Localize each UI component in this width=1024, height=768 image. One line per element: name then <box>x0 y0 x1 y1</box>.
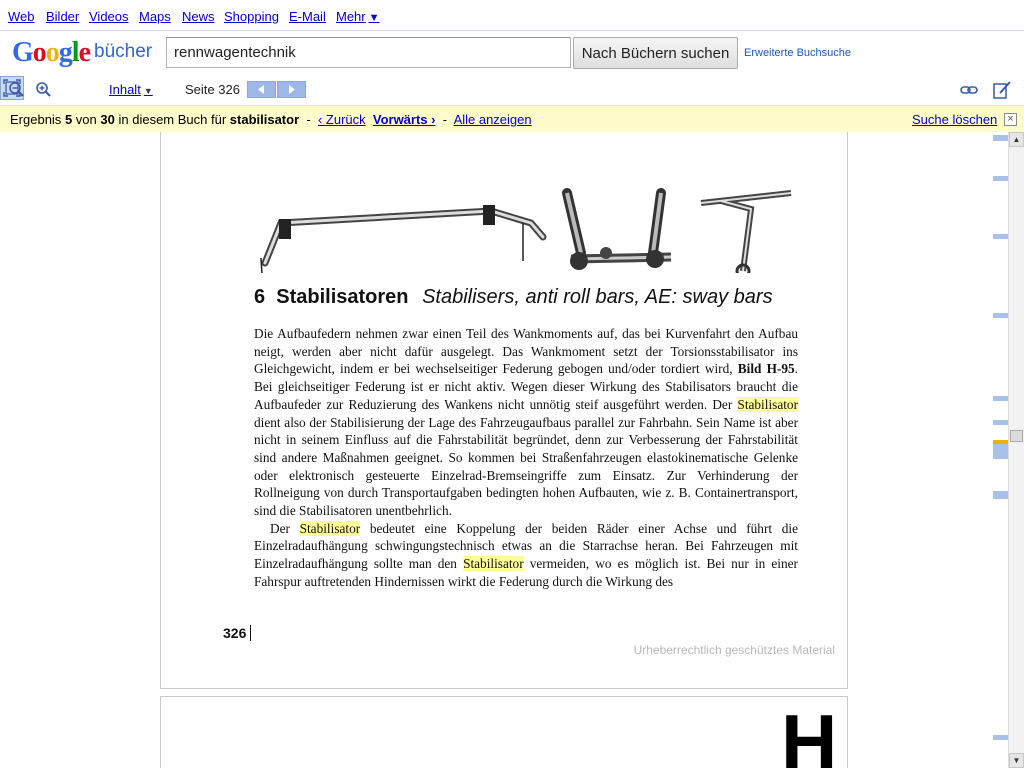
clear-search-link[interactable]: Suche löschen <box>912 112 998 127</box>
nav-link-news[interactable]: News <box>182 9 215 24</box>
zoom-out-icon[interactable] <box>7 80 27 100</box>
next-result-link[interactable]: Vorwärts › <box>372 112 436 127</box>
contents-label: Inhalt <box>109 82 141 97</box>
chapter-heading <box>254 286 773 309</box>
text-run: Die Aufbaufedern nehmen zwar einen Teil des Wankmoments auf, das bei Kurvenfahrt den Aufbau neigt, werden aber nicht dafür ausgelegt. Das Wankmoment setzt der Torsionsstabilisator ins Gleichgewicht, indem er bei wechselseitiger Federung gebogen und/oder tordiert wird, <box>254 326 798 377</box>
logo-letter: e <box>78 37 90 68</box>
page-indicator: Seite 326 <box>185 82 240 97</box>
result-prefix: Ergebnis <box>10 112 62 127</box>
section-letter: H <box>781 698 838 768</box>
result-total: 30 <box>100 112 115 127</box>
result-in-book: in diesem Buch für <box>118 112 227 127</box>
nav-link-more[interactable] <box>336 9 380 24</box>
text-run: . Bei gleichseitiger Federung ist er nicht aktiv. Wegen dieser Wirkung des Stabilisators braucht die Aufbaufeder zur Reduzierung des Wankens nicht unnötig steif ausgeführt werden. Der <box>254 361 798 412</box>
vertical-scrollbar[interactable] <box>1008 132 1024 768</box>
result-current: 5 <box>64 112 73 127</box>
chapter-number: 6 <box>254 286 266 308</box>
google-books-logo[interactable] <box>12 37 157 71</box>
arrow-right-icon <box>278 82 305 97</box>
result-marker[interactable] <box>993 135 1008 141</box>
link-icon[interactable] <box>959 80 979 100</box>
paragraph <box>254 520 798 591</box>
scroll-thumb[interactable] <box>1010 430 1023 442</box>
logo-letter: l <box>71 37 79 68</box>
top-nav <box>0 0 1024 31</box>
copyright-notice: Urheberrechtlich geschütztes Material <box>633 643 835 657</box>
contents-dropdown[interactable] <box>109 82 153 97</box>
logo-letter: G <box>12 37 33 68</box>
write-review-icon[interactable] <box>992 80 1012 100</box>
search-books-button[interactable]: Nach Büchern suchen <box>573 37 738 69</box>
nav-link-email[interactable]: E-Mail <box>289 9 326 24</box>
paragraph <box>254 325 798 520</box>
book-viewer[interactable] <box>0 132 1008 768</box>
figure-reference: Bild H-95 <box>737 361 795 377</box>
result-of: von <box>75 112 97 127</box>
previous-page-button[interactable] <box>247 81 276 98</box>
chapter-title-english: Stabilisers, anti roll bars, AE: sway bars <box>422 286 773 308</box>
zoom-in-icon[interactable] <box>34 80 54 100</box>
nav-link-videos[interactable]: Videos <box>89 9 129 24</box>
result-marker[interactable] <box>993 313 1008 318</box>
viewer-toolbar <box>0 76 1024 104</box>
text-run: vermeiden, wo es möglich ist. Bei nur in einer Fahrspur auftretenden Hindernissen wirkt die Federung durch die Wirkung des <box>254 556 798 589</box>
nav-link-web[interactable]: Web <box>8 9 35 24</box>
result-query: stabilisator <box>229 112 300 127</box>
text-run: bedeutet eine Koppelung der beiden Räder einer Achse und führt die Einzelradaufhängung schwingungstechnisch etwas an die Starrachse heran. Bei Fahrzeugen mit Einzelradaufhängung sollte man den <box>254 520 798 572</box>
logo-letter: o <box>32 37 46 68</box>
result-marker[interactable] <box>993 735 1008 740</box>
scroll-up-icon[interactable]: ▲ <box>1009 132 1024 147</box>
logo-books-text: bücher <box>94 41 153 62</box>
text-run: Der <box>270 520 300 536</box>
previous-result-link[interactable]: ‹ Zurück <box>317 112 366 127</box>
book-page <box>160 132 848 689</box>
next-page-button[interactable] <box>277 81 306 98</box>
result-marker[interactable] <box>993 420 1008 425</box>
show-all-results-link[interactable]: Alle anzeigen <box>453 112 532 127</box>
logo-letter: g <box>58 37 72 68</box>
arrow-left-icon <box>248 82 275 97</box>
nav-more-label: Mehr <box>336 9 366 24</box>
search-input[interactable]: rennwagentechnik <box>166 37 571 68</box>
nav-link-shopping[interactable]: Shopping <box>224 9 279 24</box>
search-result-bar <box>0 105 1024 133</box>
result-marker[interactable] <box>993 176 1008 181</box>
chapter-title-german: Stabilisatoren <box>276 286 409 308</box>
advanced-search-link[interactable]: Erweiterte Buchsuche <box>744 47 851 59</box>
search-highlight: Stabilisator <box>737 396 798 412</box>
next-book-page <box>160 696 848 768</box>
page-body-text <box>254 325 798 591</box>
result-marker[interactable] <box>993 234 1008 239</box>
result-marker[interactable] <box>993 396 1008 401</box>
close-icon[interactable]: × <box>1004 113 1017 126</box>
search-highlight: Stabilisator <box>463 556 524 572</box>
separator: - <box>306 112 311 127</box>
separator: - <box>442 112 448 127</box>
logo-letter: o <box>45 37 59 68</box>
chevron-down-icon: ▼ <box>143 86 153 96</box>
result-marker[interactable] <box>993 491 1008 499</box>
logo-google <box>12 37 90 68</box>
nav-link-maps[interactable]: Maps <box>139 9 171 24</box>
scroll-down-icon[interactable]: ▼ <box>1009 753 1024 768</box>
result-summary <box>10 112 532 127</box>
nav-link-images[interactable]: Bilder <box>46 9 80 24</box>
stabilizer-illustration <box>251 163 811 273</box>
chevron-down-icon: ▼ <box>368 12 380 24</box>
page-number: 326 <box>223 625 251 641</box>
text-run: dient also der Stabilisierung der Lage des Fahrzeugaufbaus parallel zur Fahrbahn. Sein Name ist aber nicht in seinem Einfluss auf die Fahrstabilität begründet, denn zur Verbesserung der Fahrstabilität sind andere Maßnahmen geeignet. So kommen bei Straßenfahrzeugen elastokinematische Gelenke oder elektronisch gesteuerte Einzelrad-Bremseingriffe zum Einsatz. Zur Verhinderung der Rollneigung von durch Transportaufgaben bedingten hohen Aufbauten, wie z. B. Containertransport, sind die Stabilisatoren unentbehrlich. <box>254 414 798 519</box>
search-highlight: Stabilisator <box>299 520 361 536</box>
result-marker[interactable] <box>993 444 1008 459</box>
logo-google-text <box>12 37 90 68</box>
